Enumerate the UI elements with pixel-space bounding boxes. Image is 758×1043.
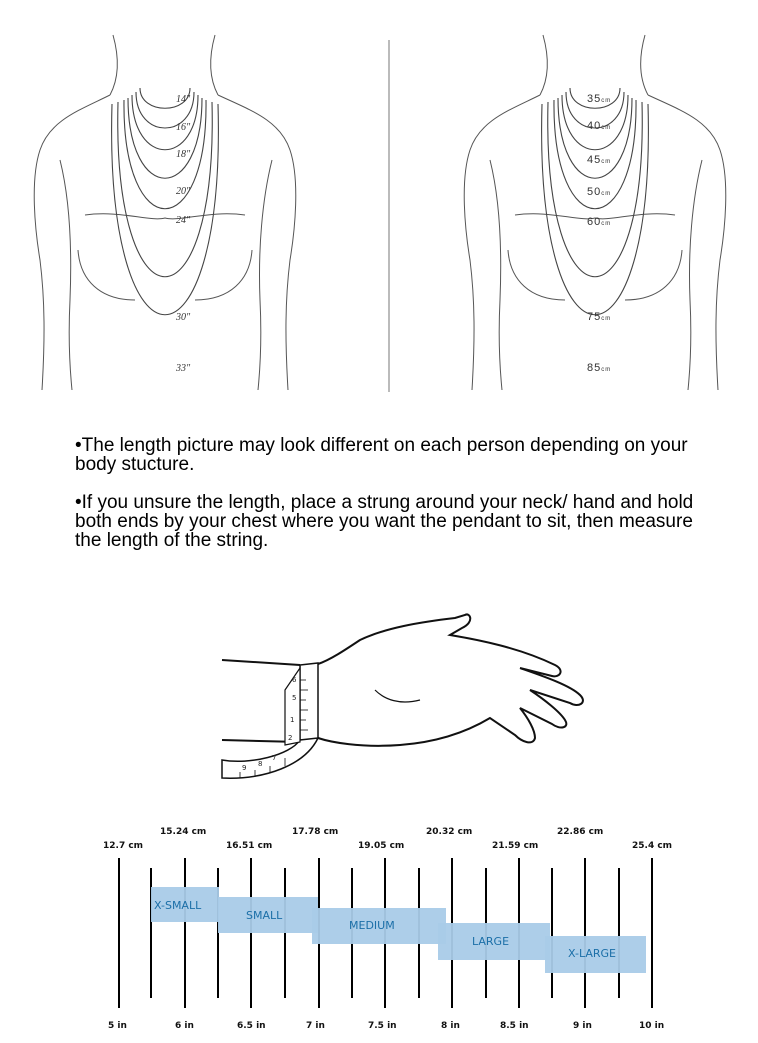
scale-cm-label: 22.86 cm <box>557 827 604 837</box>
scale-cm-label: 15.24 cm <box>160 827 207 837</box>
length-label-40cm: 40cm <box>587 120 612 132</box>
instructions <box>75 436 715 569</box>
size-label-small: SMALL <box>246 909 283 922</box>
scale-cm-label: 25.4 cm <box>632 841 673 851</box>
scale-cm-label: 19.05 cm <box>358 841 405 851</box>
scale-in-label: 6.5 in <box>237 1021 266 1031</box>
tape-number-1: 1 <box>290 716 295 724</box>
length-label-24in: 24" <box>176 215 191 226</box>
length-label-35cm: 35cm <box>587 93 612 105</box>
body-figure-cm <box>464 35 726 390</box>
note-body-structure: •The length picture may look different on each person depending on your body stucture. <box>75 435 688 475</box>
scale-in-label: 8 in <box>441 1021 460 1031</box>
length-label-18in: 18" <box>176 149 191 160</box>
tape-number-5: 5 <box>292 694 297 702</box>
body-figure-inches <box>34 35 296 390</box>
scale-in-label: 9 in <box>573 1021 592 1031</box>
note-measure-string: •If you unsure the length, place a strung around your neck/ hand and hold both ends by your chest where you want the pendant to sit, then measure the length of the string. <box>75 492 694 551</box>
length-label-14in: 14" <box>176 94 191 105</box>
length-label-45cm: 45cm <box>587 154 612 166</box>
scale-in-label: 8.5 in <box>500 1021 529 1031</box>
scale-in-label: 10 in <box>639 1021 665 1031</box>
size-label-x-small: X-SMALL <box>154 899 202 912</box>
scale-cm-label: 16.51 cm <box>226 841 273 851</box>
measuring-tape <box>222 663 318 778</box>
length-label-20in: 20" <box>176 186 191 197</box>
tape-number-2: 2 <box>288 734 293 742</box>
scale-cm-label: 17.78 cm <box>292 827 339 837</box>
scale-cm-label: 21.59 cm <box>492 841 539 851</box>
scale-cm-label: 20.32 cm <box>426 827 473 837</box>
scale-in-label: 7 in <box>306 1021 325 1031</box>
length-label-60cm: 60cm <box>587 216 612 228</box>
scale-cm-label: 12.7 cm <box>103 841 144 851</box>
necklace-labels-inches <box>175 94 191 374</box>
necklace-labels-cm <box>587 93 611 374</box>
tape-number-9: 9 <box>242 764 247 772</box>
length-label-16in: 16" <box>176 122 191 133</box>
length-label-50cm: 50cm <box>587 186 612 198</box>
wrist-illustration <box>222 614 583 745</box>
scale-in-label: 5 in <box>108 1021 127 1031</box>
size-scale <box>103 827 672 1031</box>
size-bands <box>151 887 646 973</box>
size-label-medium: MEDIUM <box>349 919 395 932</box>
scale-in-label: 6 in <box>175 1021 194 1031</box>
length-label-33in: 33" <box>176 363 191 374</box>
length-label-85cm: 85cm <box>587 362 612 374</box>
size-label-large: LARGE <box>472 935 510 948</box>
size-label-x-large: X-LARGE <box>568 947 616 960</box>
tape-number-8: 8 <box>258 760 263 768</box>
tape-number-6: 6 <box>292 676 297 684</box>
scale-in-label: 7.5 in <box>368 1021 397 1031</box>
length-label-75cm: 75cm <box>587 311 612 323</box>
necklace-lines-inches <box>112 88 219 315</box>
tape-number-7: 7 <box>272 754 277 762</box>
length-label-30in: 30" <box>176 312 191 323</box>
